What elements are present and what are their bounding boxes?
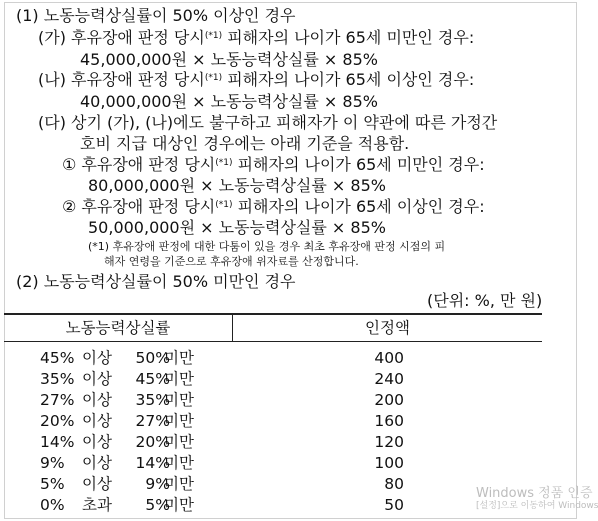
loss-rate-from: 9% bbox=[40, 454, 65, 472]
loss-rate-from: 35% bbox=[40, 370, 75, 388]
table-header bbox=[4, 315, 542, 342]
header-amount: 인정액 bbox=[365, 319, 410, 337]
loss-rate-cell bbox=[4, 495, 232, 516]
amount-cell bbox=[232, 369, 542, 390]
loss-rate-to: 35% bbox=[135, 391, 170, 409]
loss-rate-op: 이상 bbox=[82, 370, 112, 388]
loss-rate-cell bbox=[4, 390, 232, 411]
loss-rate-from: 14% bbox=[40, 433, 75, 451]
table-row bbox=[4, 390, 542, 411]
clause-na-line1: (나) 후유장애 판정 당시$^{(*1)}$ 피해자의 나이가 65세 이상인 경우: bbox=[38, 70, 475, 89]
loss-rate-op: 이상 bbox=[82, 412, 112, 430]
loss-rate-from: 27% bbox=[40, 391, 75, 409]
table-body bbox=[4, 342, 542, 516]
loss-rate-cell bbox=[4, 453, 232, 474]
amount-value: 400 bbox=[374, 349, 404, 367]
footnote-marker: (*1) bbox=[204, 31, 223, 41]
amount-value: 50 bbox=[384, 496, 404, 514]
loss-rate-cond: 미만 bbox=[164, 349, 194, 367]
loss-rate-from: 0% bbox=[40, 496, 65, 514]
loss-rate-op: 이상 bbox=[82, 433, 112, 451]
subclause-2-formula: 50,000,000원 × 노동능력상실률 × 85% bbox=[88, 218, 386, 237]
loss-rate-cond: 미만 bbox=[164, 454, 194, 472]
loss-rate-op: 초과 bbox=[82, 496, 112, 514]
loss-rate-op: 이상 bbox=[82, 475, 112, 493]
amount-cell bbox=[232, 411, 542, 432]
table-row bbox=[4, 474, 542, 495]
section2-title: (2) 노동능력상실률이 50% 미만인 경우 bbox=[16, 272, 296, 291]
clause-na-formula: 40,000,000원 × 노동능력상실률 × 85% bbox=[80, 92, 378, 111]
loss-rate-to: 14% bbox=[135, 454, 170, 472]
loss-rate-from: 45% bbox=[40, 349, 75, 367]
amount-cell bbox=[232, 432, 542, 453]
loss-rate-cell bbox=[4, 432, 232, 453]
table-row bbox=[4, 369, 542, 390]
subclause-2-line1: ② 후유장애 판정 당시$^{(*1)}$ 피해자의 나이가 65세 이상인 경우: bbox=[62, 197, 485, 216]
unit-label: (단위: %, 만 원) bbox=[427, 291, 543, 310]
footnote-marker: (*1) bbox=[215, 200, 233, 210]
table-row bbox=[4, 495, 542, 516]
loss-rate-cell bbox=[4, 411, 232, 432]
table-row bbox=[4, 453, 542, 474]
loss-rate-to: 45% bbox=[135, 370, 170, 388]
table-row bbox=[4, 432, 542, 453]
loss-rate-cond: 미만 bbox=[164, 370, 194, 388]
subclause-1-formula: 80,000,000원 × 노동능력상실률 × 85% bbox=[88, 176, 386, 195]
amount-cell bbox=[232, 390, 542, 411]
loss-rate-to: 50% bbox=[135, 349, 170, 367]
amount-value: 80 bbox=[384, 475, 404, 493]
loss-rate-op: 이상 bbox=[82, 454, 112, 472]
clause-da-line1: (다) 상기 (가), (나)에도 불구하고 피해자가 이 약관에 따른 가정간 bbox=[38, 113, 498, 132]
loss-rate-from: 5% bbox=[40, 475, 65, 493]
loss-rate-cond: 미만 bbox=[164, 475, 194, 493]
clause-da-line2: 호비 지급 대상인 경우에는 아래 기준을 적용함. bbox=[80, 134, 410, 153]
amount-value: 240 bbox=[374, 370, 404, 388]
table-row bbox=[4, 348, 542, 369]
footnote-marker: (*1) bbox=[215, 158, 233, 168]
loss-rate-cond: 미만 bbox=[164, 433, 194, 451]
subclause-1-line1: ① 후유장애 판정 당시$^{(*1)}$ 피해자의 나이가 65세 미만인 경우: bbox=[62, 155, 485, 174]
amount-value: 120 bbox=[374, 433, 404, 451]
amount-value: 200 bbox=[374, 391, 404, 409]
windows-activation-watermark: Windows 정품 인증 bbox=[476, 486, 593, 501]
loss-rate-cond: 미만 bbox=[164, 496, 194, 514]
clause-ga-formula: 45,000,000원 × 노동능력상실률 × 85% bbox=[80, 50, 378, 69]
loss-rate-to: 20% bbox=[135, 433, 170, 451]
loss-rate-from: 20% bbox=[40, 412, 75, 430]
loss-rate-to: 27% bbox=[135, 412, 170, 430]
section1-title: (1) 노동능력상실률이 50% 이상인 경우 bbox=[16, 6, 296, 25]
loss-rate-op: 이상 bbox=[82, 391, 112, 409]
footnote-line2: 해자 연령을 기준으로 후유장애 위자료를 산정합니다. bbox=[104, 255, 359, 268]
header-loss-rate: 노동능력상실률 bbox=[4, 315, 233, 341]
footnote-marker: (*1) bbox=[204, 73, 223, 83]
loss-rate-cell bbox=[4, 474, 232, 495]
amount-cell bbox=[232, 348, 542, 369]
amount-value: 100 bbox=[374, 454, 404, 472]
loss-rate-cell bbox=[4, 369, 232, 390]
clause-ga-line1: (가) 후유장애 판정 당시$^{(*1)}$ 피해자의 나이가 65세 미만인 경우: bbox=[38, 28, 475, 47]
amount-cell bbox=[232, 453, 542, 474]
loss-rate-cell bbox=[4, 348, 232, 369]
loss-rate-cond: 미만 bbox=[164, 412, 194, 430]
footnote-line1: (*1) 후유장애 판정에 대한 다툼이 있을 경우 최초 후유장애 판정 시점의 피 bbox=[88, 240, 446, 253]
amount-value: 160 bbox=[374, 412, 404, 430]
windows-activation-hint: [설정]으로 이동하여 Windows bbox=[476, 501, 598, 511]
loss-rate-to: 5% bbox=[145, 496, 170, 514]
table-row bbox=[4, 411, 542, 432]
loss-rate-op: 이상 bbox=[82, 349, 112, 367]
loss-rate-to: 9% bbox=[145, 475, 170, 493]
loss-rate-cond: 미만 bbox=[164, 391, 194, 409]
compensation-table bbox=[4, 313, 542, 516]
